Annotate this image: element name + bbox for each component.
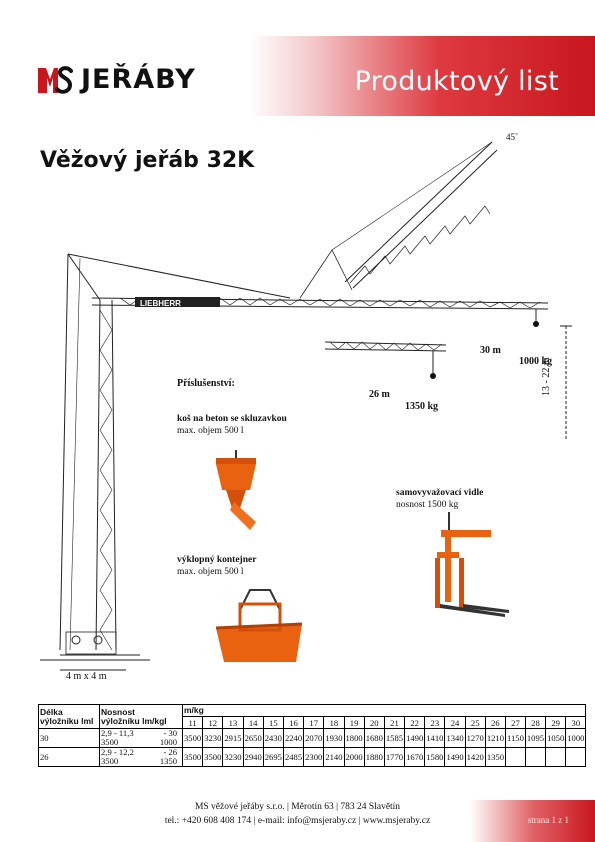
load-cell: 3500 [183,729,203,748]
load-cell: 1580 [425,748,445,767]
distance-cell: 18 [324,717,344,729]
header-mkg: m/kg [183,705,586,717]
load-cell: 2915 [223,729,243,748]
header-boom-length: Délka výložníku lml [39,705,100,729]
load-cell: 2430 [263,729,283,748]
distance-cell: 17 [304,717,324,729]
distance-cell: 27 [506,717,526,729]
distance-cell: 19 [344,717,364,729]
page-title: Věžový jeřáb 32K [40,148,255,173]
distance-cell: 30 [566,717,586,729]
load-cell [566,748,586,767]
load-cell: 1340 [445,729,465,748]
header-title: Produktový list [354,66,559,97]
load-cell: 1210 [485,729,505,748]
load-cell: 1490 [445,748,465,767]
distance-cell: 11 [183,717,203,729]
cap-end-load-text: 1000 [159,737,177,747]
load-cell: 2650 [243,729,263,748]
accessories-heading: Příslušenství: [177,378,235,389]
load-cell [525,748,545,767]
cap-load-text: 3500 [101,756,119,766]
load-cell: 1800 [344,729,364,748]
container-spec: max. objem 500 l [177,567,244,577]
distance-cell: 22 [405,717,425,729]
load-cell: 2070 [304,729,324,748]
load-cell: 2940 [243,748,263,767]
cap-end-text: - 26 [163,747,177,757]
load-cell: 1050 [546,729,566,748]
load-cell: 2140 [324,748,344,767]
concrete-bucket-icon [210,450,280,545]
tipping-container-icon [210,588,310,668]
load-cell: 1670 [405,748,425,767]
load-cell: 2485 [283,748,303,767]
load-cell: 2300 [304,748,324,767]
distance-cell: 15 [263,717,283,729]
footer-address: MS věžové jeřáby s.r.o. | Měrotín 63 | 783 24 Slavětín [194,802,401,812]
load-26-label: 1350 kg [405,401,439,412]
table-row [39,729,586,748]
capacity-table [38,704,586,767]
capacity-cell [100,748,183,767]
logo-text: JEŘÁBY [81,64,196,95]
distance-cell: 26 [485,717,505,729]
distance-cell: 20 [364,717,384,729]
load-cell: 1680 [364,729,384,748]
boom-length-cell: 30 [39,729,100,748]
bucket-spec: max. objem 500 l [177,426,244,436]
reach-30-label: 30 m [480,345,501,356]
forks-spec: nosnost 1500 kg [396,500,459,510]
page-number: strana 1 z 1 [527,815,569,825]
load-cell: 1095 [525,729,545,748]
height-range-label: 13 - 22 m [541,357,552,396]
boom-length-cell: 26 [39,748,100,767]
cap-range-text: 2,9 - 12,2 [101,747,134,757]
load-cell: 1420 [465,748,485,767]
load-cell: 1880 [364,748,384,767]
load-cell: 1930 [324,729,344,748]
distance-cell: 29 [546,717,566,729]
load-cell: 2695 [263,748,283,767]
accessory-container [177,554,256,578]
forks-name: samovyvažovací vidle [396,488,484,498]
load-cell: 2000 [344,748,364,767]
load-cell: 3230 [223,748,243,767]
distance-cell: 24 [445,717,465,729]
container-name: výklopný kontejner [177,555,257,565]
distance-cell: 13 [223,717,243,729]
distance-cell: 28 [525,717,545,729]
distance-cell: 25 [465,717,485,729]
reach-26-label: 26 m [369,389,390,400]
load-cell: 3230 [203,729,223,748]
load-cell: 1150 [506,729,526,748]
distance-cell: 23 [425,717,445,729]
accessory-bucket [177,413,287,437]
distance-cell: 14 [243,717,263,729]
cap-load-text: 3500 [101,737,119,747]
bucket-name: koš na beton se skluzavkou [177,414,287,424]
distance-cell: 16 [283,717,303,729]
load-cell: 1000 [566,729,586,748]
load-cell: 2240 [283,729,303,748]
load-30-label: 1000 kg [519,356,553,367]
load-cell: 1770 [384,748,404,767]
capacity-cell [100,729,183,748]
cap-end-load-text: 1350 [159,756,177,766]
load-cell [506,748,526,767]
load-cell: 1585 [384,729,404,748]
load-cell [546,748,566,767]
load-cell: 1270 [465,729,485,748]
pallet-forks-icon [425,512,515,622]
angle-label: 45˚ [506,132,518,142]
jib-brand-label: LIEBHERR [140,299,181,308]
load-cell: 3500 [203,748,223,767]
header-capacity: Nosnost výložníku lm/kgl [100,705,183,729]
load-cell: 1490 [405,729,425,748]
load-cell: 3500 [183,748,203,767]
cap-range-text: 2,9 - 11,3 [101,728,134,738]
base-size-label: 4 m x 4 m [66,671,107,682]
distance-cell: 21 [384,717,404,729]
load-cell: 1350 [485,748,505,767]
footer-contacts: tel.: +420 608 408 174 | e-mail: info@msjeraby.cz | www.msjeraby.cz [164,816,431,826]
load-cell: 1410 [425,729,445,748]
table-row [39,748,586,767]
distance-cell: 12 [203,717,223,729]
cap-end-text: - 30 [163,728,177,738]
accessory-forks [396,487,483,511]
